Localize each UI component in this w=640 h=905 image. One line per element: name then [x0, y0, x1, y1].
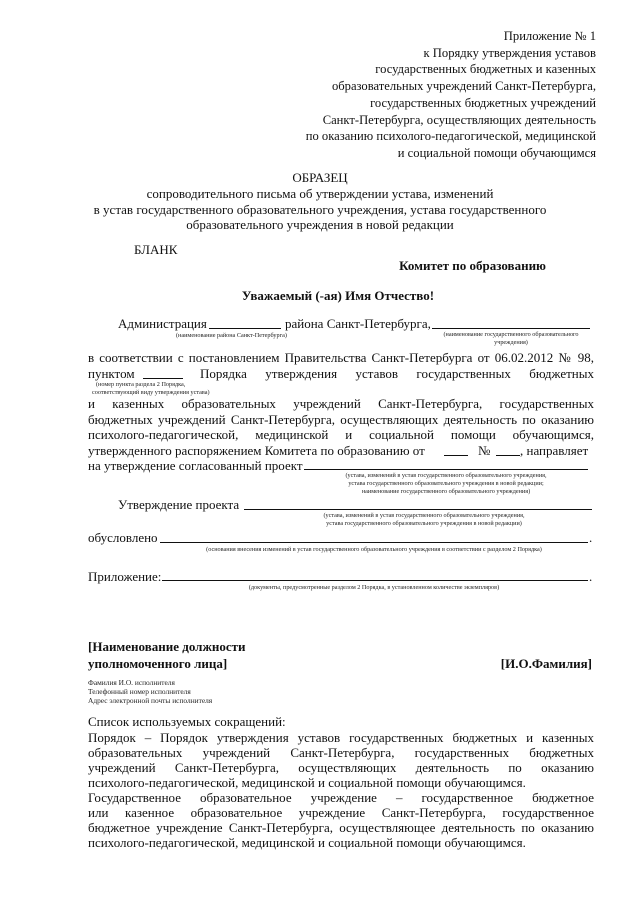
note-clause: (номер пункта раздела 2 Порядка,	[96, 381, 186, 388]
signatory-position	[88, 638, 246, 672]
approval-label: Утверждение проекта	[118, 497, 240, 512]
body-line: Порядка утверждения уставов государственных бюджетных	[200, 366, 594, 381]
document-subtitle	[60, 186, 580, 233]
position-line: [Наименование должности	[88, 639, 246, 654]
abbr-line: учреждений Санкт-Петербурга, осуществляющих деятельность по оказанию	[88, 760, 594, 775]
appendix-line: по оказанию психолого-педагогической, медицинской	[305, 129, 596, 144]
attachment-blank	[162, 580, 588, 581]
order-date-blank	[444, 455, 468, 456]
note-district: (наименование района Санкт-Петербурга)	[176, 332, 287, 339]
note-project: (устава, изменений в устав государственного образовательного учреждения,	[345, 472, 547, 479]
clause-label: пунктом	[88, 366, 135, 381]
note-clause: соответствующий виду утверждения устава)	[92, 389, 210, 396]
subtitle-line: в устав государственного образовательного учреждения, устава государственного	[93, 201, 547, 217]
attachment-period: .	[589, 569, 593, 584]
position-line: уполномоченного лица]	[88, 656, 228, 671]
order-number-label: №	[478, 443, 491, 458]
appendix-line: государственных бюджетных и казенных	[375, 62, 596, 77]
executor-info	[88, 678, 212, 706]
abbreviations-title: Список используемых сокращений:	[88, 714, 286, 729]
abbr-line: психолого-педагогической, медицинской и социальной помощи обучающимся.	[88, 775, 526, 790]
note-project: устава государственного образовательного учреждения в новой редакции;	[348, 480, 544, 487]
note-attachment: (документы, предусмотренные разделом 2 Порядка, в установленном количестве экземпляров)	[248, 584, 500, 591]
reason-blank	[160, 542, 588, 543]
district-suffix: района Санкт-Петербурга,	[285, 316, 431, 331]
note-institution: (наименование государственного образовательного учреждения)	[443, 331, 579, 346]
body-line: и казенных образовательных учреждений Санкт-Петербурга, государственных	[88, 396, 594, 411]
body-line: в соответствии с постановлением Правительства Санкт-Петербурга от 06.02.2012 № 98,	[88, 350, 594, 365]
clause-blank	[143, 378, 183, 379]
executor-email: Адрес электронной почты исполнителя	[88, 696, 213, 706]
signatory-name: [И.О.Фамилия]	[500, 656, 592, 671]
abbr-line: Порядок – Порядок утверждения уставов государственных бюджетных и казенных	[88, 730, 594, 745]
note-project: наименование государственного образовательного учреждения)	[361, 488, 531, 495]
executor-phone: Телефонный номер исполнителя	[88, 687, 191, 697]
blank-label: БЛАНК	[134, 242, 178, 257]
note-reason: (основания внесения изменений в устав государственного образовательного учреждения в соответствии с разделом 2 Порядка)	[206, 546, 542, 553]
institution-blank	[432, 328, 590, 329]
reason-period: .	[589, 530, 593, 545]
note-approval: (устава, изменений в устав государственного образовательного учреждения,	[323, 512, 525, 519]
order-number-blank	[496, 455, 520, 456]
appendix-line: и социальной помощи обучающимся	[397, 145, 596, 160]
appendix-line: Санкт-Петербурга, осуществляющих деятельность	[322, 112, 596, 127]
approval-blank	[244, 509, 592, 510]
document-title: ОБРАЗЕЦ	[292, 170, 348, 185]
subtitle-line: сопроводительного письма об утверждении устава, изменений	[146, 186, 494, 201]
addressee: Комитет по образованию	[399, 258, 546, 273]
appendix-line: образовательных учреждений Санкт-Петербурга,	[331, 79, 596, 94]
subtitle-line: образовательного учреждения в новой редакции	[186, 217, 454, 232]
reason-label: обусловлено	[88, 530, 158, 545]
order-suffix: , направляет	[520, 443, 589, 458]
district-blank	[209, 328, 281, 329]
abbr-line: бюджетное учреждение Санкт-Петербурга, осуществляющее деятельность по оказанию	[88, 820, 594, 835]
appendix-line: Приложение № 1	[503, 29, 596, 43]
administration-label: Администрация	[118, 316, 207, 331]
order-label: утвержденного распоряжением Комитета по образованию от	[88, 443, 425, 458]
abbr-line: Государственное образовательное учреждение – государственное бюджетное	[88, 790, 594, 805]
project-label: на утверждение согласованный проект	[88, 458, 303, 473]
salutation: Уважаемый (-ая) Имя Отчество!	[241, 288, 435, 303]
appendix-line: государственных бюджетных учреждений	[370, 95, 596, 110]
note-approval: устава государственного образовательного учреждения в новой редакции)	[326, 520, 522, 527]
executor-name: Фамилия И.О. исполнителя	[88, 678, 175, 687]
appendix-reference	[236, 28, 596, 162]
abbr-line: или казенное образовательное учреждение Санкт-Петербурга, государственное	[88, 805, 594, 820]
abbr-line: психолого-педагогической, медицинской и социальной помощи обучающимся.	[88, 835, 526, 850]
body-line: бюджетных учреждений Санкт-Петербурга, осуществляющих деятельность по оказанию	[88, 412, 594, 427]
attachment-label: Приложение:	[88, 569, 162, 584]
project-blank	[304, 469, 588, 470]
appendix-line: к Порядку утверждения уставов	[423, 45, 596, 60]
body-line: психолого-педагогической, медицинской и социальной помощи обучающимся,	[88, 427, 594, 442]
abbr-line: образовательных учреждений Санкт-Петербурга, государственных бюджетных	[88, 745, 594, 760]
